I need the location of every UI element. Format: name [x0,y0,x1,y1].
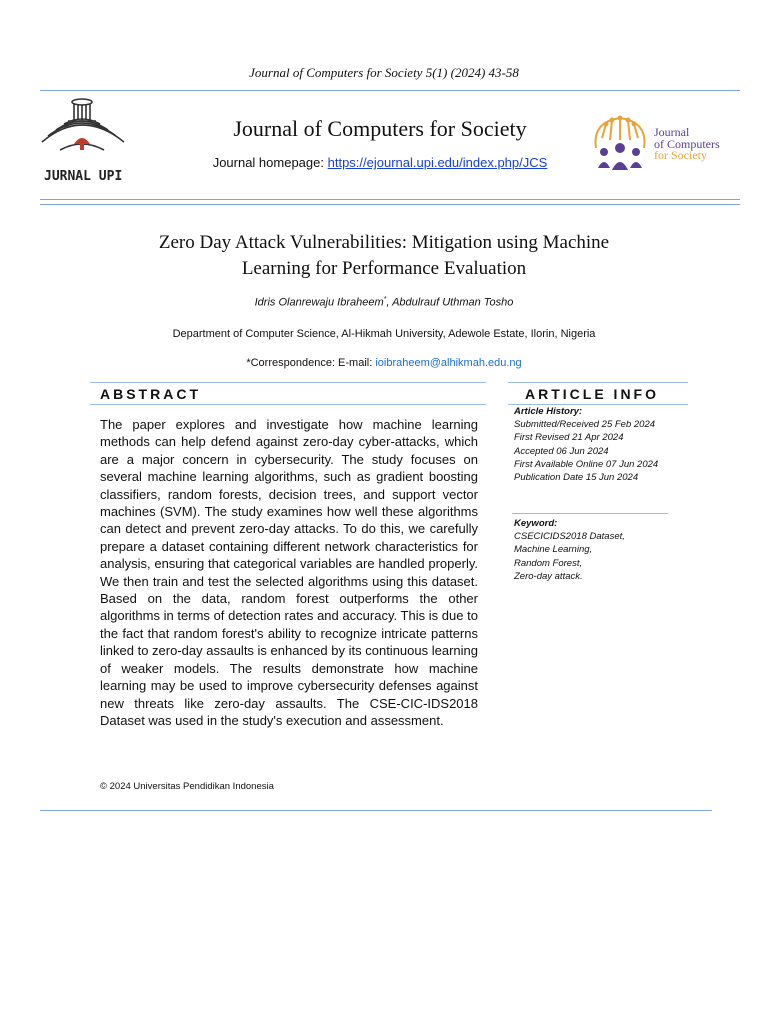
paper-title [90,230,678,282]
running-head: Journal of Computers for Society 5(1) (2024) 43-58 [249,65,519,80]
history-item: First Available Online 07 Jun 2024 [514,458,659,470]
brain-icon [588,112,738,174]
paper-title-line-1: Zero Day Attack Vulnerabilities: Mitigation using Machine [158,232,610,253]
copyright: © 2024 Universitas Pendidikan Indonesia [100,781,274,792]
svg-text:Journal: Journal [654,125,690,139]
jcs-logo [588,112,738,174]
keyword-label: Keyword: [514,518,558,529]
homepage-label: Journal homepage: [212,155,328,170]
history-item: Publication Date 15 Jun 2024 [514,472,639,484]
keyword-divider [512,513,668,514]
abstract-heading: ABSTRACT [100,386,201,402]
article-history-label: Article History: [514,406,583,417]
correspondence [0,357,768,369]
masthead-top-rule [40,90,740,91]
paper-title-line-2: Learning for Performance Evaluation [241,258,527,279]
correspondence-email[interactable]: ioibraheem@alhikmah.edu.ng [375,357,522,369]
author-1: Idris Olanrewaju Ibraheem [254,296,384,309]
svg-text:for Society: for Society [654,148,707,162]
jurnal-upi-logo [40,94,146,186]
masthead-bottom-rule-2 [40,204,740,205]
abstract-head-top-rule [90,382,486,383]
authors [0,296,768,309]
keyword-item: CSECICIDS2018 Dataset, [514,531,625,543]
history-item: Submitted/Received 25 Feb 2024 [514,419,656,431]
correspondence-label: *Correspondence: E-mail: [246,357,376,369]
history-item: Accepted 06 Jun 2024 [514,445,609,457]
masthead-bottom-rule-1 [40,199,740,200]
keyword-item: Random Forest, [514,557,583,569]
svg-text:JURNAL UPI: JURNAL UPI [44,169,123,184]
homepage-link[interactable]: https://ejournal.upi.edu/index.php/JCS [327,155,548,170]
article-info-heading: ARTICLE INFO [525,386,659,402]
history-item: First Revised 21 Apr 2024 [514,432,624,444]
article-history [514,405,714,484]
journal-title: Journal of Computers for Society [233,116,527,141]
abstract-head-bottom-rule [90,404,486,405]
svg-text:of Computers: of Computers [654,137,720,151]
affiliation: Department of Computer Science, Al-Hikmah University, Adewole Estate, Ilorin, Nigeria [172,328,596,340]
keyword-item: Zero-day attack. [514,570,583,582]
abstract-body: The paper explores and investigate how machine learning methods can help defend against zero-day cyber-attacks, which are a major concern in cybersecurity. The study focuses on several machine learning algorithms, such as gradient boosting classifiers, random forests, decision trees, and support vector machines (SVM). The study examines how well these algorithms can detect and prevent zero-day attacks. To do this, we carefully prepare a dataset containing different network characteristics for analysis, ensuring that categorical variables are handled properly. We then train and test the selected algorithms using this dataset. Based on the data, random forest outperforms the other algorithms in terms of detection rates and accuracy. This is due to the fact that random forest's ability to recognize intricate patterns linked to zero-day assaults is enhanced by its continuous learning of weaker models. The results demonstrate how machine learning may be used to improve cybersecurity defenses against new threats like zero-day assaults. The CSE-CIC-IDS2018 Dataset was used in the study's execution and assessment. [100,417,478,728]
keywords [514,517,714,583]
journal-homepage [150,155,610,170]
info-head-top-rule [508,382,688,383]
building-icon [40,94,146,186]
corresponding-mark: * [383,296,387,303]
keyword-item: Machine Learning, [514,544,593,556]
author-2: , Abdulrauf Uthman Tosho [386,296,514,309]
footer-rule [40,810,712,811]
